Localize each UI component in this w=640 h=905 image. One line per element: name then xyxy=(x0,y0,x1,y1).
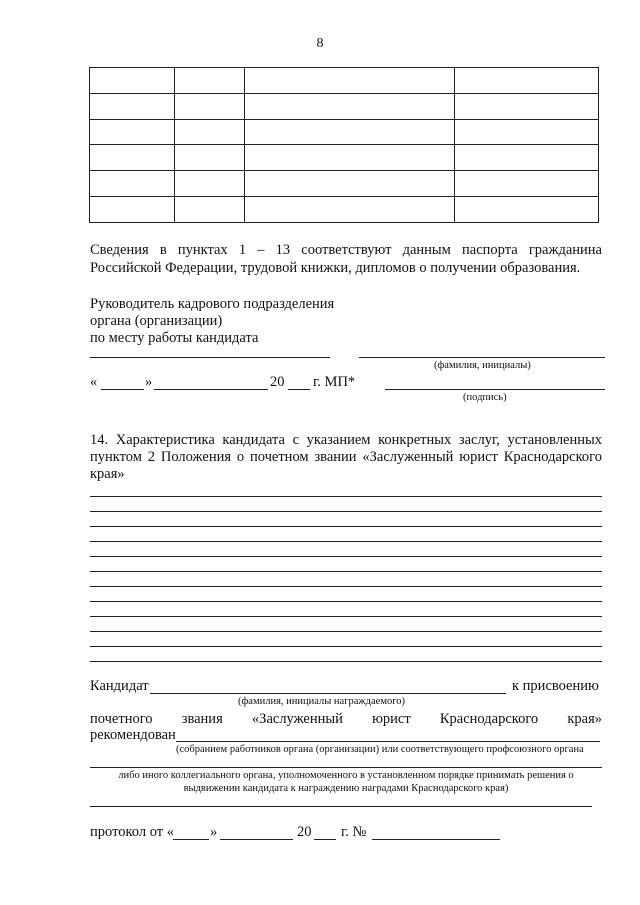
table-cell xyxy=(245,171,455,197)
body-continuation-line xyxy=(90,767,602,768)
table-cell xyxy=(90,68,175,94)
table-cell xyxy=(175,197,245,223)
table-row xyxy=(90,171,599,197)
table-cell xyxy=(90,145,175,171)
table-cell xyxy=(245,68,455,94)
table-cell xyxy=(455,197,599,223)
caption-name-initials: (фамилия, инициалы) xyxy=(434,360,531,371)
writing-line xyxy=(90,646,602,647)
writing-line xyxy=(90,556,602,557)
date-year-line xyxy=(288,389,310,390)
continuation-table xyxy=(89,67,599,223)
hr-head-line-1: Руководитель кадрового подразделения xyxy=(90,296,335,312)
writing-line xyxy=(90,511,602,512)
date-close-quote: » xyxy=(145,374,153,390)
protocol-year-line xyxy=(314,839,336,840)
protocol-number-line xyxy=(372,839,500,840)
writing-line xyxy=(90,586,602,587)
candidate-title-line: почетного звания «Заслуженный юрист Краснодарского края» xyxy=(90,711,602,727)
writing-line xyxy=(90,631,602,632)
table-row xyxy=(90,119,599,145)
position-signature-line xyxy=(90,357,330,358)
protocol-month-line xyxy=(220,839,293,840)
date-month-line xyxy=(154,389,268,390)
recommended-label: рекомендован xyxy=(90,727,176,743)
candidate-name-line xyxy=(150,693,506,694)
table-cell xyxy=(455,119,599,145)
candidate-suffix: к присвоению xyxy=(512,678,599,694)
date-stamp-label: г. МП* xyxy=(313,374,356,390)
writing-line xyxy=(90,616,602,617)
note-line-2: Российской Федерации, трудовой книжки, дипломов о получении образования. xyxy=(90,260,581,276)
table-cell xyxy=(175,93,245,119)
extra-line xyxy=(90,806,592,807)
protocol-day-line xyxy=(173,839,209,840)
caption-signature: (подпись) xyxy=(463,392,507,403)
table-row xyxy=(90,68,599,94)
caption-body-1: (собранием работников органа (организации) или соответствующего профсоюзного органа xyxy=(176,744,584,755)
recommended-body-line xyxy=(176,741,600,742)
caption-candidate-name: (фамилия, инициалы награждаемого) xyxy=(238,696,406,707)
writing-line xyxy=(90,571,602,572)
table-cell xyxy=(245,119,455,145)
table-cell xyxy=(455,145,599,171)
date-day-line xyxy=(101,389,144,390)
table-cell xyxy=(245,93,455,119)
table-row xyxy=(90,197,599,223)
hr-head-line-2: органа (организации) xyxy=(90,313,223,329)
hr-head-line-3: по месту работы кандидата xyxy=(90,330,259,346)
section14-line-2: пунктом 2 Положения о почетном звании «Заслуженный юрист Краснодарского xyxy=(90,449,602,465)
table-cell xyxy=(175,68,245,94)
section14-line-3: края» xyxy=(90,466,125,482)
table-cell xyxy=(175,145,245,171)
name-initials-line xyxy=(359,357,605,358)
date-year-prefix: 20 xyxy=(270,374,285,390)
table-cell xyxy=(90,119,175,145)
table-cell xyxy=(245,197,455,223)
caption-body-2: либо иного коллегиального органа, уполномоченного в установленном порядке принимать решения о xyxy=(118,770,574,781)
table-row xyxy=(90,145,599,171)
writing-line xyxy=(90,541,602,542)
writing-line xyxy=(90,661,602,662)
table-row xyxy=(90,93,599,119)
writing-line xyxy=(90,496,602,497)
protocol-close-quote: » xyxy=(210,824,218,840)
table-cell xyxy=(90,93,175,119)
table-cell xyxy=(455,68,599,94)
table-cell xyxy=(90,171,175,197)
protocol-number-label: г. № xyxy=(341,824,367,840)
table-cell xyxy=(455,93,599,119)
page-number: 8 xyxy=(316,36,324,51)
caption-body-3: выдвижении кандидата к награждению наградами Краснодарского края) xyxy=(183,783,509,794)
signature-line xyxy=(385,389,605,390)
table-cell xyxy=(455,171,599,197)
table-cell xyxy=(175,171,245,197)
protocol-label: протокол от « xyxy=(90,824,174,840)
writing-line xyxy=(90,526,602,527)
section14-line-1: 14. Характеристика кандидата с указанием конкретных заслуг, установленных xyxy=(90,432,602,448)
writing-line xyxy=(90,601,602,602)
protocol-year-prefix: 20 xyxy=(297,824,312,840)
table-cell xyxy=(175,119,245,145)
note-line-1: Сведения в пунктах 1 – 13 соответствуют данным паспорта гражданина xyxy=(90,242,602,258)
table-cell xyxy=(245,145,455,171)
candidate-label: Кандидат xyxy=(90,678,149,694)
date-open-quote: « xyxy=(90,374,98,390)
table-cell xyxy=(90,197,175,223)
